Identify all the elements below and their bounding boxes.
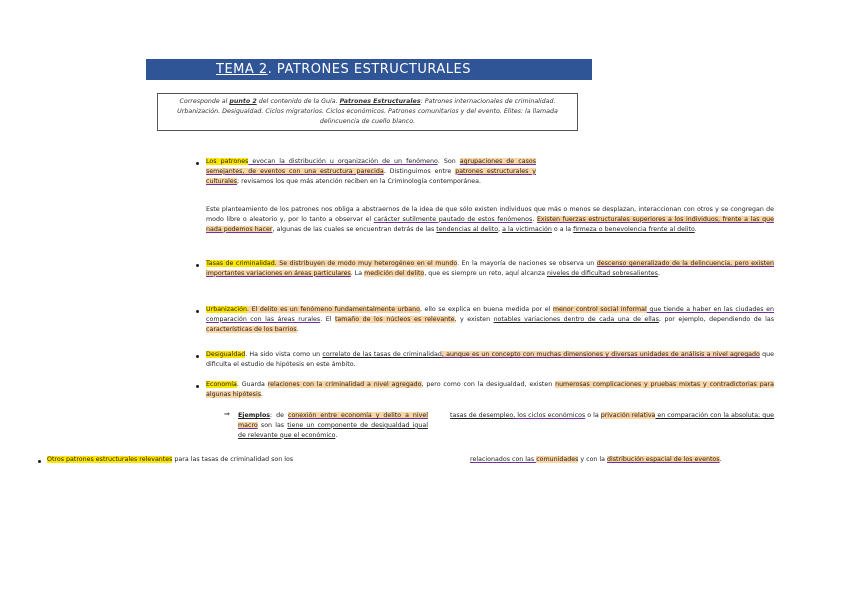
bullet-icon <box>196 162 199 165</box>
highlight: Los patrones <box>206 158 249 165</box>
intro-text: : Patrones internacionales de criminalidad. Urbanización. Desigualdad. Ciclos migratorios. Ciclos económicos. Patrones comunitarios y del evento. Elites: la llamada delincuencia de cuello blanco. <box>177 98 558 125</box>
paragraph-ejemplos <box>238 411 428 440</box>
highlight: Desigualdad <box>206 351 246 358</box>
text: , ello se explica en buena medida por el <box>419 306 553 313</box>
title-rest: . PATRONES ESTRUCTURALES <box>267 62 471 77</box>
text: que dificulta el estudio de hipótesis en este ámbito. <box>206 351 774 368</box>
text: Este planteamiento de los patrones nos obliga a abstraernos de la idea de que sólo existen individuos que más o menos se desplazan, interaccionan con otros y se congregan de modo libre o aleatorio y, por lo tanto a observar el <box>206 206 774 223</box>
paragraph-desigualdad <box>206 350 774 370</box>
highlight: privación relativa <box>600 412 656 419</box>
highlight: Urbanización <box>206 306 248 313</box>
highlight: Tasas de criminalidad <box>206 260 275 267</box>
text: . <box>719 456 722 463</box>
paragraph-planteamiento <box>206 205 774 234</box>
intro-link: punto 2 <box>229 98 257 105</box>
underlined-text: tiene un componente de desigualdad igual de relevante que el económico <box>238 421 428 439</box>
intro-text: del contenido de la Guía. <box>256 98 340 105</box>
highlight: . Se distribuyen de modo muy heterogéneo en el mundo <box>274 260 458 267</box>
underlined-text: carácter sutilmente pautado de estos fenómenos <box>373 215 533 223</box>
bullet-icon <box>196 264 199 267</box>
underlined-text: correlato de las tasas de criminalidad <box>322 351 442 358</box>
highlight: . El delito es un fenómeno fundamentalmente urbano <box>247 306 420 313</box>
text: , <box>498 225 503 233</box>
highlight: numerosas complicaciones y pruebas mixtas y contradictorias para algunas hipótesis <box>206 381 774 398</box>
text: y con la <box>578 456 608 463</box>
underlined-text: niveles de dificultad sobresalientes <box>546 269 658 277</box>
intro-link: Patrones Estructurales <box>339 98 421 105</box>
text: . El <box>320 315 335 323</box>
title-main: TEMA 2 <box>216 62 268 77</box>
highlight: Economía <box>206 381 237 388</box>
paragraph-economia <box>206 380 774 400</box>
paragraph-otros <box>47 455 387 465</box>
text: . <box>296 325 299 333</box>
underlined-text: en comparación con la absoluta; que <box>655 412 775 419</box>
text: , que es siempre un reto, aquí alcanza <box>424 269 547 277</box>
intro-box <box>157 93 578 131</box>
arrow-icon: ⇒ <box>224 410 230 418</box>
highlight: distribución espacial de los eventos <box>607 456 720 463</box>
highlight: características de los barrios <box>206 325 297 333</box>
underlined-text: evocan la distribución u organización de un fenómeno <box>248 158 438 165</box>
underlined-text: , los ciclos económicos <box>513 412 586 419</box>
intro-text: Corresponde al <box>179 98 230 105</box>
paragraph-urbanizacion <box>206 305 774 334</box>
underlined-text: notables variaciones dentro de cada una de ellas <box>493 315 659 323</box>
highlight: descenso generalizado de la delincuencia, pero existen importantes variaciones en áreas particulares <box>206 260 775 277</box>
paragraph-patrones <box>206 157 536 186</box>
bullet-icon <box>196 310 199 313</box>
text: , pero como con la desigualdad, existen <box>421 381 556 388</box>
highlight: , aunque es un concepto con muchas dimensiones y diversas unidades de análisis a nivel agregado <box>441 351 760 358</box>
underlined-text: firmeza o benevolencia frente al delito <box>573 225 695 233</box>
bullet-icon <box>196 355 199 358</box>
text: . <box>335 431 338 439</box>
paragraph-ejemplos-cont <box>450 411 810 421</box>
text: , por ejemplo, dependiendo de las <box>658 315 775 323</box>
text: . En la mayoría de naciones se observa un <box>457 260 597 267</box>
highlight: medición del delito <box>364 269 425 277</box>
text: , y existen <box>454 315 494 323</box>
underlined-text: tasas de desempleo <box>450 412 514 419</box>
underlined-text: tendencias al delito <box>436 225 499 233</box>
text: . Son <box>437 158 460 165</box>
text: . Guarda <box>236 381 268 388</box>
text: son las <box>257 421 288 429</box>
text: , algunas de las cuales se encuentran detrás de las <box>272 225 437 233</box>
text: o la <box>585 412 601 419</box>
text: : de <box>270 412 288 419</box>
page-title <box>146 59 592 80</box>
text: ; revisamos los que más atención reciben en la Criminología contemporánea. <box>237 177 481 185</box>
highlight: tamaño de los núcleos es relevante <box>334 315 455 323</box>
underlined-text: a la victimación <box>502 225 552 233</box>
highlight: comunidades <box>536 456 579 463</box>
paragraph-otros-cont <box>470 455 770 465</box>
paragraph-tasas <box>206 259 774 279</box>
highlight: Otros patrones estructurales relevantes <box>47 456 173 463</box>
text: . <box>532 215 537 223</box>
text: . Ha sido vista como un <box>245 351 323 358</box>
bullet-icon <box>196 385 199 388</box>
underlined-text: que tiende a haber en las ciudades en comparación con las áreas rurales <box>206 306 775 323</box>
text: . <box>260 390 263 398</box>
text: . <box>657 269 660 277</box>
text: . La <box>350 269 365 277</box>
highlight: relaciones con la criminalidad a nivel agregado <box>267 381 422 388</box>
text: o a la <box>551 225 574 233</box>
bullet-icon <box>38 460 41 463</box>
text: . <box>694 225 697 233</box>
highlight: agrupaciones de casos semejantes, de eventos con una estructura parecida <box>206 158 536 175</box>
underlined-text: Ejemplos <box>238 412 271 419</box>
text: . Distinguimos entre <box>383 167 456 175</box>
text: para las tasas de criminalidad son los <box>172 456 294 463</box>
highlight: patrones estructurales y culturales <box>206 167 536 185</box>
highlight: Existen fuerzas estructurales superiores a los individuos, frente a las que nada podemos hacer <box>206 215 774 233</box>
highlight: conexión entre economía y delito a nivel macro <box>238 412 428 429</box>
highlight: menor control social informal <box>552 306 647 313</box>
underlined-text: relacionados con las <box>470 456 537 463</box>
